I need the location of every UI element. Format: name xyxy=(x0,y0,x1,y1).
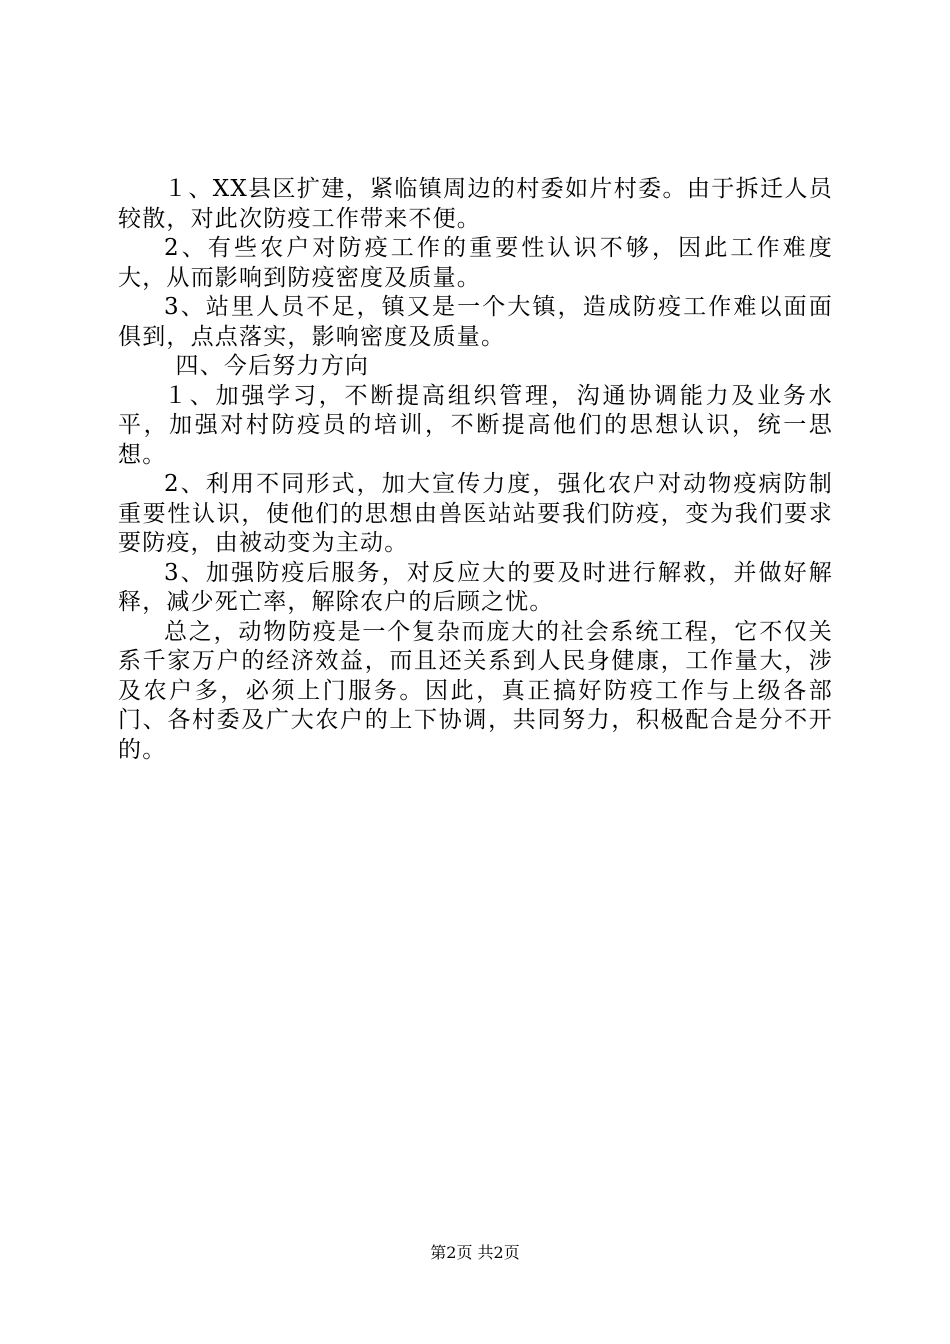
paragraph-issue-2: 2、有些农户对防疫工作的重要性认识不够，因此工作难度大，从而影响到防疫密度及质量。 xyxy=(118,235,833,291)
paragraph-issue-3: 3、站里人员不足，镇又是一个大镇，造成防疫工作难以面面俱到，点点落实，影响密度及质量。 xyxy=(118,294,833,350)
page-footer: 第2页 共2页 xyxy=(430,1243,520,1262)
paragraph-issue-1: １、XX县区扩建，紧临镇周边的村委如片村委。由于拆迁人员较散，对此次防疫工作带来不便。 xyxy=(118,176,833,232)
document-body xyxy=(118,175,833,765)
paragraph-plan-2: 2、利用不同形式，加大宣传力度，强化农户对动物疫病防制重要性认识，使他们的思想由兽医站站要我们防疫，变为我们要求要防疫，由被动变为主动。 xyxy=(118,471,833,556)
paragraph-plan-3: 3、加强防疫后服务，对反应大的要及时进行解救，并做好解释，减少死亡率，解除农户的后顾之忧。 xyxy=(118,559,833,615)
section-heading: 四、今后努力方向 xyxy=(175,353,370,379)
paragraph-summary: 总之，动物防疫是一个复杂而庞大的社会系统工程，它不仅关系千家万户的经济效益，而且还关系到人民身健康，工作量大，涉及农户多，必须上门服务。因此，真正搞好防疫工作与上级各部门、各村委及广大农户的上下协调，共同努力，积极配合是分不开的。 xyxy=(118,618,833,763)
paragraph-plan-1: １、加强学习，不断提高组织管理，沟通协调能力及业务水平，加强对村防疫员的培训，不断提高他们的思想认识，统一思想。 xyxy=(118,382,833,468)
